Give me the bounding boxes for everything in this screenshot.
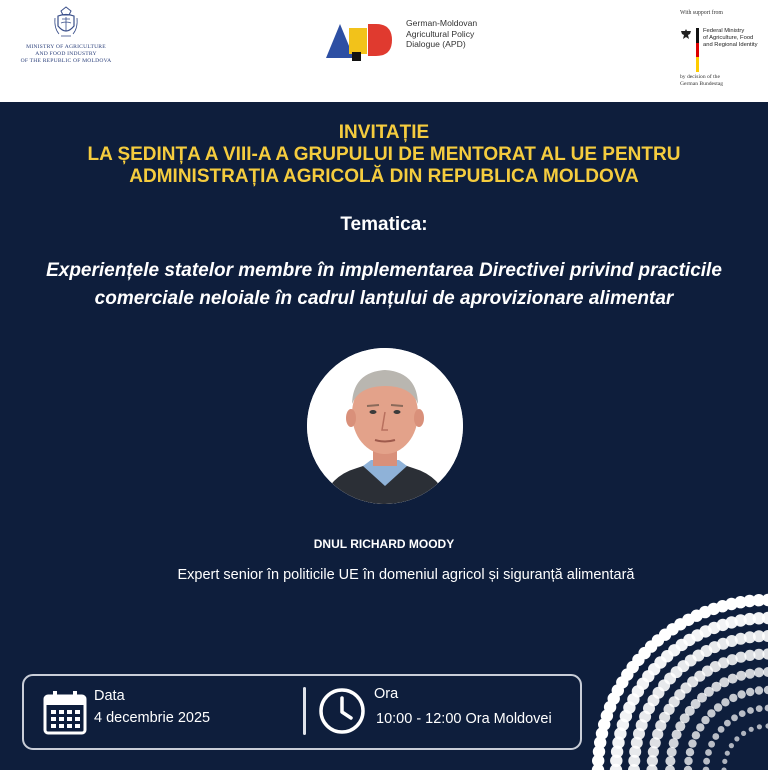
decorative-dot [667,747,677,757]
header-bar [0,0,768,102]
date-value: 4 decembrie 2025 [94,710,211,726]
decorative-dot [765,705,768,712]
bmel-line-3: and Regional Identity [703,42,758,48]
decorative-dot [669,738,679,748]
calendar-icon [42,690,88,736]
bmel-logo [680,28,766,72]
info-divider [303,687,306,735]
decorative-dot [763,667,768,677]
decorative-dot [701,716,709,724]
decorative-dot [725,751,730,756]
topic-label: Tematica: [340,214,428,235]
date-label: Data [94,688,125,704]
decorative-dot [729,694,737,702]
decorative-dot [707,709,715,717]
decorative-dot [734,736,739,741]
decorative-dot [737,690,745,698]
decorative-dot [684,757,692,765]
event-info-box [22,674,582,750]
decorative-dot [712,733,719,740]
ministry-logo [14,6,118,65]
apd-logo-mark [322,18,394,62]
ministry-line-3: OF THE REPUBLIC OF MOLDOVA [20,58,112,64]
german-flag-bar [696,28,699,72]
decorative-dot [756,705,763,712]
theme-text [0,257,768,313]
decorative-dot [764,686,768,694]
clock-icon [318,687,366,735]
decorative-dot [696,723,704,731]
federal-eagle-icon [680,28,692,41]
bmel-line-2: of Agriculture, Food [703,35,754,41]
decorative-dot [736,671,746,681]
decorative-dot [749,727,754,732]
theme-line-1: Experiențele statelor membre în implementarea Directivei privind practicile [46,260,722,281]
decorative-dot [729,743,734,748]
speaker-photo [307,348,463,504]
invitation-line-2: LA ȘEDINȚA A VIII-A A GRUPULUI DE MENTORAT AL UE PENTRU [87,144,681,165]
decorative-dot [665,756,675,766]
speaker-role: Expert senior în politicile UE în domeniul agricol și siguranță alimentară [177,567,635,583]
time-label: Ora [374,686,399,702]
invitation-line-1: INVITAȚIE [338,122,430,143]
time-value: 10:00 - 12:00 Ora Moldovei [376,711,552,727]
decorative-dot [705,749,712,756]
speaker-name: DNUL RICHARD MOODY [313,537,455,551]
invitation-line-3: ADMINISTRAȚIA AGRICOLĂ DIN REPUBLICA MOLDOVA [129,166,639,187]
decorative-dot [747,707,754,714]
decision-text [680,74,723,88]
decorative-dot [728,674,738,684]
decorative-dot [754,667,764,677]
theme-line-2: comerciale neloiale în cadrul lanțului de aprovizionare alimentar [94,288,674,309]
decorative-dot [692,731,700,739]
decorative-dot [703,767,710,770]
decorative-dot [703,758,710,765]
apd-text [406,18,477,50]
ministry-line-1: MINISTRY OF AGRICULTURE [26,44,106,50]
decorative-dots [590,590,768,770]
decorative-dot [708,741,715,748]
apd-logo [306,12,506,68]
decorative-dot [684,766,692,770]
support-block [680,10,766,87]
decorative-dot [718,726,725,733]
apd-line-3: Dialogue (APD) [406,39,466,50]
bmel-text [703,28,757,49]
bmel-line-1: Federal Ministry [703,28,745,34]
decorative-dot [746,688,754,696]
speaker-portrait [307,348,463,504]
ministry-line-2: AND FOOD INDUSTRY [35,51,97,57]
decision-line-2: German Bundestag [680,81,724,87]
decision-line-1: by decision of the [680,74,720,80]
decorative-dot [739,710,746,717]
moldova-seal-icon [53,6,79,40]
decorative-dot [714,703,722,711]
decorative-dot [721,698,729,706]
decorative-dot [755,686,763,694]
decorative-dot [731,714,738,721]
invitation-title [0,122,768,188]
decorative-dot [722,759,727,764]
decorative-dot [757,724,762,729]
decorative-dot [741,731,746,736]
decorative-dot [724,720,731,727]
decorative-dot [688,739,696,747]
support-label: With support from [680,10,723,16]
apd-line-2: Agricultural Policy [406,28,475,39]
decorative-dot [745,669,755,679]
decorative-dot [686,748,694,756]
apd-line-1: German-Moldovan [406,18,478,28]
